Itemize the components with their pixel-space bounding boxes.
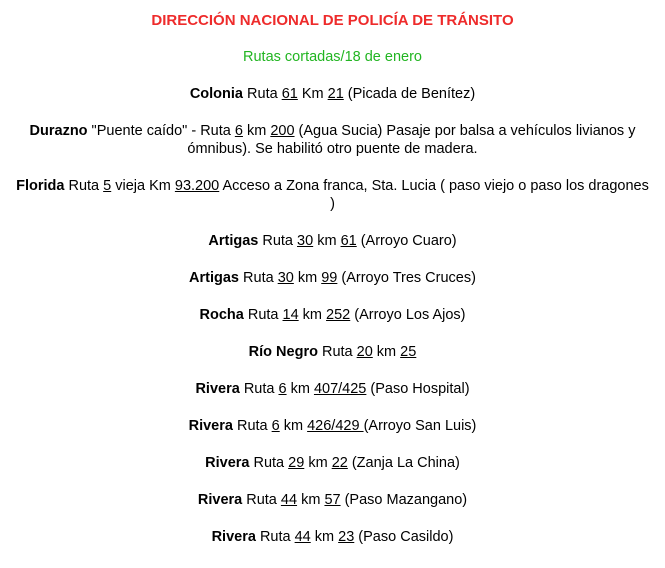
route-text: (Agua Sucia) Pasaje por balsa a vehículos livianos y ómnibus). Se habilitó otro puente de madera. bbox=[187, 123, 636, 157]
route-text: Km bbox=[297, 86, 328, 102]
route-number: 29 bbox=[288, 455, 305, 471]
route-number: 6 bbox=[234, 123, 243, 139]
route-number: 44 bbox=[280, 492, 298, 508]
route-text: Ruta bbox=[249, 455, 289, 471]
route-text: (Arroyo San Luis) bbox=[363, 418, 477, 434]
route-text: km bbox=[297, 492, 325, 508]
route-text: km bbox=[242, 123, 271, 139]
department-name: Rivera bbox=[211, 529, 256, 545]
route-number: 407/425 bbox=[313, 381, 367, 397]
route-number: 30 bbox=[277, 270, 294, 286]
route-entry bbox=[13, 85, 653, 103]
route-number: 6 bbox=[271, 418, 280, 434]
route-number: 20 bbox=[356, 344, 373, 360]
route-text: Ruta bbox=[239, 270, 278, 286]
department-name: Rivera bbox=[188, 418, 233, 434]
route-text: (Picada de Benítez) bbox=[343, 86, 476, 102]
route-text: Ruta bbox=[243, 307, 283, 323]
route-text: km bbox=[313, 233, 341, 249]
route-text: km bbox=[304, 455, 332, 471]
route-text: Ruta bbox=[243, 86, 282, 102]
department-name: Rivera bbox=[205, 455, 250, 471]
route-entry bbox=[13, 343, 653, 361]
department-name: Rivera bbox=[195, 381, 240, 397]
route-number: 99 bbox=[321, 270, 338, 286]
route-text: Ruta bbox=[255, 529, 295, 545]
route-entry bbox=[13, 491, 653, 509]
route-text: "Puente caído" - Ruta bbox=[87, 123, 235, 139]
route-number: 93.200 bbox=[174, 178, 220, 194]
route-number: 61 bbox=[281, 86, 298, 102]
route-number: 426/429 bbox=[307, 418, 364, 434]
route-number: 14 bbox=[282, 307, 299, 323]
route-number: 30 bbox=[297, 233, 314, 249]
department-name: Colonia bbox=[189, 86, 243, 102]
route-text: km bbox=[372, 344, 401, 360]
route-text: Acceso a Zona franca, Sta. Lucia ( paso viejo o paso los dragones ) bbox=[219, 178, 649, 212]
route-text: Ruta bbox=[242, 492, 281, 508]
route-number: 252 bbox=[326, 307, 351, 323]
route-text: km bbox=[279, 418, 308, 434]
route-text: (Arroyo Tres Cruces) bbox=[337, 270, 476, 286]
department-name: Florida bbox=[16, 178, 65, 194]
route-entry bbox=[13, 380, 653, 398]
route-entry bbox=[13, 269, 653, 287]
route-text: (Paso Casildo) bbox=[354, 529, 454, 545]
route-text: (Arroyo Los Ajos) bbox=[350, 307, 466, 323]
route-text: km bbox=[298, 307, 327, 323]
route-number: 57 bbox=[324, 492, 341, 508]
route-text: Ruta bbox=[64, 178, 104, 194]
route-entry bbox=[13, 122, 653, 158]
route-entry bbox=[13, 232, 653, 250]
department-name: Rivera bbox=[197, 492, 243, 508]
route-text: (Paso Mazangano) bbox=[340, 492, 468, 508]
route-text: (Zanja La China) bbox=[347, 455, 460, 471]
page-subtitle: Rutas cortadas/18 de enero bbox=[243, 49, 422, 65]
route-number: 200 bbox=[270, 123, 295, 139]
route-text: Ruta bbox=[232, 418, 272, 434]
department-name: Artigas bbox=[208, 233, 259, 249]
route-number: 23 bbox=[338, 529, 355, 545]
route-text: km bbox=[310, 529, 339, 545]
route-entry bbox=[13, 454, 653, 472]
route-text: Ruta bbox=[258, 233, 298, 249]
department-name: Durazno bbox=[29, 123, 88, 139]
route-entry bbox=[13, 306, 653, 324]
route-text: vieja Km bbox=[111, 178, 175, 194]
route-number: 61 bbox=[340, 233, 357, 249]
route-number: 22 bbox=[331, 455, 348, 471]
route-entry bbox=[13, 177, 653, 213]
page-title: DIRECCIÓN NACIONAL DE POLICÍA DE TRÁNSITO bbox=[151, 12, 514, 29]
route-entry bbox=[13, 528, 653, 546]
department-name: Río Negro bbox=[248, 344, 318, 360]
route-number: 21 bbox=[327, 86, 344, 102]
route-number: 25 bbox=[400, 344, 417, 360]
route-text: km bbox=[286, 381, 314, 397]
closed-routes-list bbox=[0, 85, 665, 546]
route-text: km bbox=[293, 270, 322, 286]
route-entry bbox=[13, 417, 653, 435]
route-number: 44 bbox=[294, 529, 311, 545]
route-text: Ruta bbox=[317, 344, 357, 360]
route-text: (Arroyo Cuaro) bbox=[356, 233, 457, 249]
route-number: 6 bbox=[278, 381, 287, 397]
department-name: Rocha bbox=[199, 307, 244, 323]
department-name: Artigas bbox=[189, 270, 239, 286]
route-text: (Paso Hospital) bbox=[366, 381, 470, 397]
route-text: Ruta bbox=[239, 381, 279, 397]
route-number: 5 bbox=[103, 178, 112, 194]
